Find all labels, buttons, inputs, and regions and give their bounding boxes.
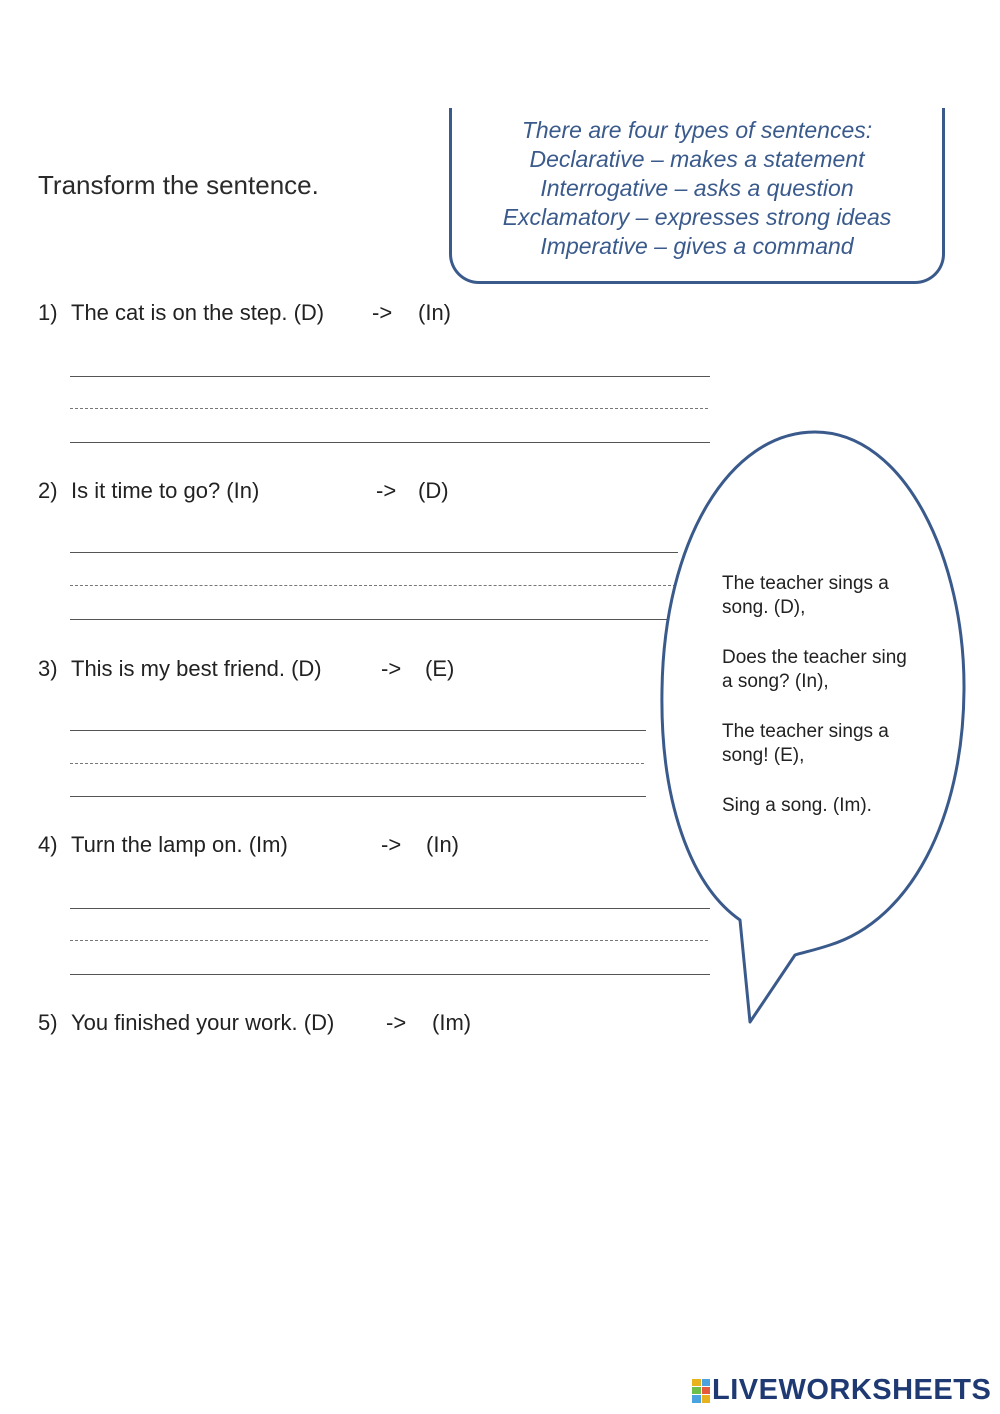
question-number: 4) [38, 832, 58, 857]
page-title: Transform the sentence. [38, 170, 319, 200]
question-text: You finished your work. (D) [71, 1010, 335, 1035]
question-text: Is it time to go? (In) [71, 478, 260, 503]
arrow-symbol: -> [386, 1010, 407, 1035]
example-sentence: The teacher sings a song. (D), [722, 573, 889, 618]
target-type: (D) [418, 478, 449, 503]
target-type: (E) [425, 656, 455, 681]
target-type: (In) [426, 832, 459, 857]
info-line: Exclamatory – expresses strong ideas [502, 204, 892, 230]
arrow-symbol: -> [376, 478, 397, 503]
question-number: 2) [38, 478, 58, 503]
liveworksheets-logo[interactable] [692, 1374, 991, 1407]
info-line: Interrogative – asks a question [540, 175, 854, 201]
info-line: Declarative – makes a statement [529, 146, 865, 172]
example-sentence: Sing a song. (Im). [722, 795, 872, 816]
liveworksheets-logo-icon [692, 1379, 710, 1403]
target-type: (In) [418, 300, 451, 325]
example-sentence: Does the teacher sing a song? (In), [722, 647, 907, 692]
target-type: (Im) [432, 1010, 472, 1035]
arrow-symbol: -> [372, 300, 393, 325]
question-text: The cat is on the step. (D) [71, 300, 325, 325]
info-line: There are four types of sentences: [521, 117, 873, 143]
question-number: 3) [38, 656, 58, 681]
question-number: 1) [38, 300, 58, 325]
question-text: Turn the lamp on. (Im) [71, 832, 288, 857]
info-line: Imperative – gives a command [540, 233, 854, 259]
question-number: 5) [38, 1010, 58, 1035]
brand-name: LIVEWORKSHEETS [712, 1374, 992, 1406]
bubble-examples [722, 572, 922, 844]
arrow-symbol: -> [381, 832, 402, 857]
example-sentence: The teacher sings a song! (E), [722, 721, 889, 766]
question-text: This is my best friend. (D) [71, 656, 322, 681]
arrow-symbol: -> [381, 656, 402, 681]
